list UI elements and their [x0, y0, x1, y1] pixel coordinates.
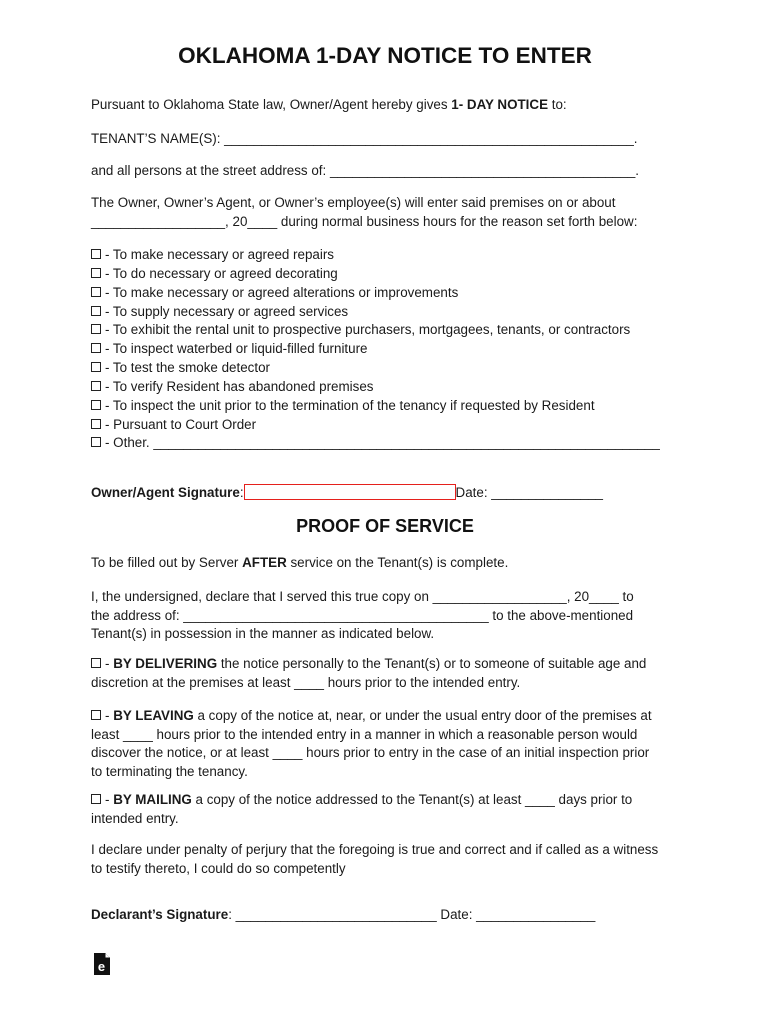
reason-item: - To exhibit the rental unit to prospective purchasers, mortgagees, tenants, or contractors — [91, 321, 660, 340]
checkbox-icon[interactable] — [91, 306, 101, 316]
checkbox-icon[interactable] — [91, 324, 101, 334]
checkbox-icon[interactable] — [91, 381, 101, 391]
entry-paragraph — [91, 194, 691, 231]
declaration-paragraph: I, the undersigned, declare that I served this true copy on __________________, 20____ to the address of: _________________________________________ to the above-mentioned Tenant(s) in possession in the manner as indicated below. — [91, 589, 634, 642]
entry-line-2: __________________, 20____ during normal business hours for the reason set forth below: — [91, 213, 638, 229]
checkbox-icon[interactable] — [91, 268, 101, 278]
reasons-checklist — [91, 246, 660, 453]
server-note: To be filled out by Server AFTER service on the Tenant(s) is complete. — [91, 555, 509, 570]
reason-item: - Pursuant to Court Order — [91, 416, 660, 435]
reason-item: - To inspect the unit prior to the termination of the tenancy if requested by Resident — [91, 397, 660, 416]
svg-text:e: e — [97, 959, 106, 974]
intro-paragraph — [91, 96, 691, 115]
reason-item: - To supply necessary or agreed services — [91, 303, 660, 322]
checkbox-icon[interactable] — [91, 343, 101, 353]
checkbox-icon[interactable] — [91, 400, 101, 410]
owner-signature-row: Owner/Agent Signature: Date: _______________ — [91, 485, 603, 500]
intro-notice-type: 1- DAY NOTICE — [451, 97, 549, 112]
checkbox-icon[interactable] — [91, 287, 101, 297]
owner-date-label: Date: _______________ — [455, 485, 603, 500]
eforms-logo-icon — [93, 952, 111, 976]
checkbox-icon[interactable] — [91, 437, 101, 447]
reason-item: - To make necessary or agreed alterations or improvements — [91, 284, 660, 303]
reason-item: - To make necessary or agreed repairs — [91, 246, 660, 265]
entry-line-1: The Owner, Owner’s Agent, or Owner’s employee(s) will enter said premises on or about — [91, 195, 616, 210]
checkbox-icon[interactable] — [91, 794, 101, 804]
checkbox-icon[interactable] — [91, 419, 101, 429]
owner-signature-field[interactable] — [244, 484, 456, 500]
checkbox-icon[interactable] — [91, 362, 101, 372]
tenant-name-line: TENANT’S NAME(S): _______________________________________________________. — [91, 131, 638, 146]
checkbox-icon[interactable] — [91, 249, 101, 259]
declarant-signature-label: Declarant’s Signature — [91, 907, 229, 922]
checkbox-icon[interactable] — [91, 710, 101, 720]
intro-prefix: Pursuant to Oklahoma State law, Owner/Agent hereby gives — [91, 97, 452, 112]
page-title: OKLAHOMA 1-DAY NOTICE TO ENTER — [178, 43, 592, 68]
owner-signature-label: Owner/Agent Signature — [91, 485, 240, 500]
checkbox-icon[interactable] — [91, 658, 101, 668]
reason-item: - To verify Resident has abandoned premises — [91, 378, 660, 397]
intro-suffix: to: — [548, 97, 567, 112]
reason-item: - To inspect waterbed or liquid-filled furniture — [91, 340, 660, 359]
reason-item: - To test the smoke detector — [91, 359, 660, 378]
perjury-statement: I declare under penalty of perjury that the foregoing is true and correct and if called as a witness to testify thereto, I could do so competently — [91, 842, 659, 876]
reason-item: - To do necessary or agreed decorating — [91, 265, 660, 284]
reason-item: - Other. ____________________________________________________________________ — [91, 434, 660, 453]
by-leaving-option: - BY LEAVING a copy of the notice at, near, or under the usual entry door of the premises at least ____ hours prior to the intended entry in a manner in which a reasonable person would discover the notice, or at least ____ hours prior to entry in the case of an initial inspection prior to terminating the tenancy. — [91, 708, 652, 779]
by-mailing-option: - BY MAILING a copy of the notice addressed to the Tenant(s) at least ____ days prior to intended entry. — [91, 792, 633, 826]
proof-of-service-title: PROOF OF SERVICE — [296, 516, 474, 536]
declarant-signature-row: Declarant’s Signature: ___________________________ Date: ________________ — [91, 907, 596, 922]
by-delivering-option: - BY DELIVERING the notice personally to the Tenant(s) or to someone of suitable age and discretion at the premises at least ____ hours prior to the intended entry. — [91, 656, 647, 690]
street-address-line: and all persons at the street address of: _________________________________________. — [91, 163, 639, 178]
